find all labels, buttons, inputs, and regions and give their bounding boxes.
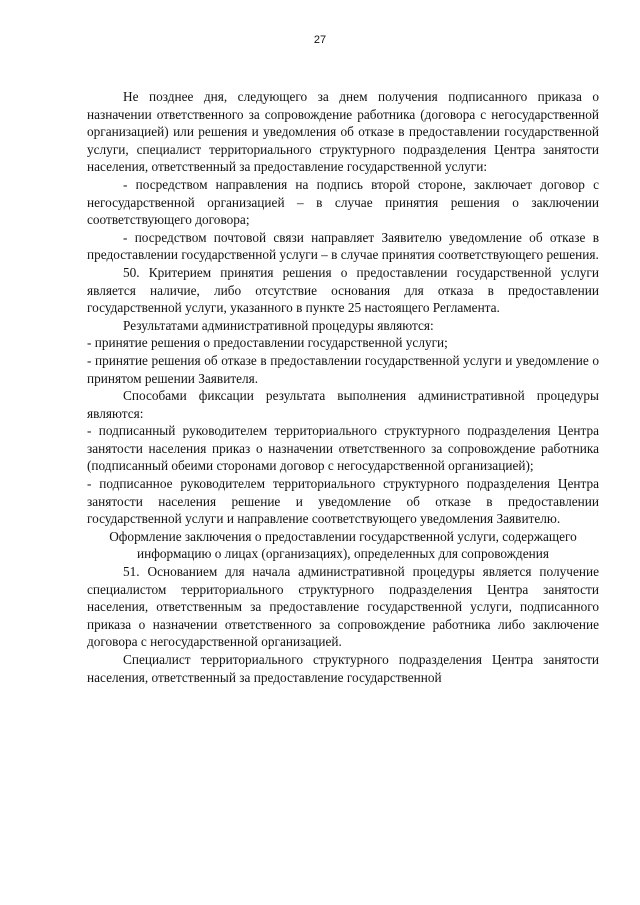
paragraph: Способами фиксации результата выполнения административной процедуры являются: [87,388,599,421]
paragraph-50: 50. Критерием принятия решения о предоставлении государственной услуги является наличие, либо отсутствие основания для отказа в предоставлении государственной услуги, указанного в пункте 25 настоящего Регламента. [87,264,599,316]
list-item: - подписанный руководителем территориального структурного подразделения Центра занятости населения приказ о назначении ответственного за сопровождение работника (подписанный обеими сторонами договор с негосударственной организацией); [87,423,599,474]
section-heading: Оформление заключения о предоставлении государственной услуги, содержащего информацию о лицах (организациях), определенных для сопровождения [109,528,577,562]
document-body [87,88,599,686]
list-item: - принятие решения об отказе в предоставлении государственной услуги и уведомление о принятом решении Заявителя. [87,352,599,386]
list-item: - подписанное руководителем территориального структурного подразделения Центра занятости населения решение и уведомление об отказе в предоставлении государственной услуги и направление соответствующего уведомления Заявителю. [87,476,599,527]
list-item: - посредством почтовой связи направляет Заявителю уведомление об отказе в предоставлении государственной услуги – в случае принятия соответствующего решения. [87,229,599,263]
list-item: - посредством направления на подпись второй стороне, заключает договор с негосударственной организацией – в случае принятия решения о заключении соответствующего договора; [87,176,599,228]
page-number: 27 [313,34,327,46]
list-item: - принятие решения о предоставлении государственной услуги; [87,335,448,351]
paragraph: Не позднее дня, следующего за днем получения подписанного приказа о назначении ответственного за сопровождение работника (договора с негосударственной организацией) или решения и уведомления об отказе в предоставлении государственной услуги, специалист территориального структурного подразделения Центра занятости населения, ответственный за предоставление государственной услуги: [87,89,599,175]
paragraph-51: 51. Основанием для начала административной процедуры является получение специалистом территориального структурного подразделения Центра занятости населения, ответственным за предоставление государственной услуги, подписанного приказа о назначении ответственного за сопровождение работника либо заключение договора с негосударственной организацией. [87,564,599,650]
paragraph: Результатами административной процедуры являются: [123,317,434,333]
paragraph: Специалист территориального структурного подразделения Центра занятости населения, ответственный за предоставление государственной [87,652,599,685]
